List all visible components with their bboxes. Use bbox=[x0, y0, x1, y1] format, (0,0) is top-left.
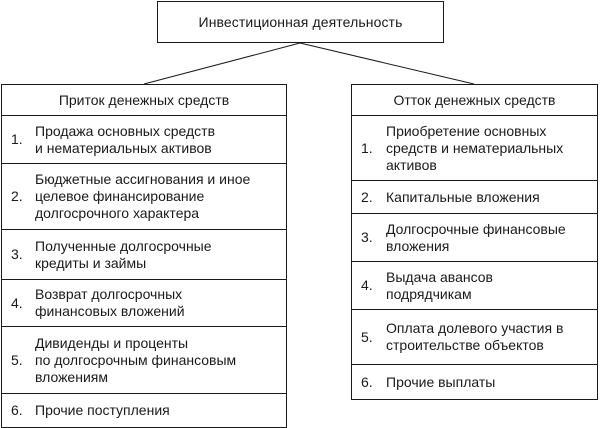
item-text: Прочие поступления bbox=[35, 402, 170, 418]
item-number: 5. bbox=[11, 351, 23, 368]
outflow-title: Отток денежных средств bbox=[393, 92, 556, 108]
item-text: Дивиденды и проценты по долгосрочным финансовым вложениям bbox=[35, 334, 237, 385]
inflow-item bbox=[2, 163, 286, 229]
item-text: Возврат долгосрочных финансовых вложений bbox=[35, 286, 185, 319]
connector-right bbox=[300, 43, 474, 84]
outflow-header bbox=[352, 85, 597, 115]
outflow-item bbox=[352, 180, 597, 213]
item-number: 4. bbox=[361, 277, 373, 293]
item-text: Капитальные вложения bbox=[386, 188, 540, 205]
item-text: Долгосрочные финансовые вложения bbox=[386, 220, 566, 254]
investment-activity-box bbox=[157, 1, 444, 43]
connector-left bbox=[144, 43, 300, 84]
investment-activity-title: Инвестиционная деятельность bbox=[198, 14, 403, 30]
outflow-item bbox=[352, 213, 597, 261]
item-number: 6. bbox=[11, 402, 23, 418]
item-text: Оплата долевого участия в строительстве объектов bbox=[386, 320, 564, 353]
item-number: 2. bbox=[361, 188, 373, 205]
outflow-item bbox=[352, 115, 597, 180]
inflow-header bbox=[2, 85, 286, 115]
item-number: 1. bbox=[361, 139, 373, 156]
item-number: 2. bbox=[11, 188, 23, 204]
inflow-title: Приток денежных средств bbox=[58, 92, 230, 108]
outflow-item bbox=[352, 261, 597, 309]
item-number: 5. bbox=[361, 328, 373, 345]
item-number: 4. bbox=[11, 294, 23, 311]
outflow-column bbox=[351, 84, 598, 400]
inflow-item bbox=[2, 229, 286, 279]
item-number: 3. bbox=[11, 246, 23, 262]
item-text: Приобретение основных средств и нематериальных активов bbox=[386, 122, 564, 173]
outflow-item bbox=[352, 364, 597, 399]
item-text: Выдача авансов подрядчикам bbox=[386, 268, 493, 302]
inflow-item bbox=[2, 393, 286, 427]
item-text: Продажа основных средств и нематериальных активов bbox=[35, 122, 216, 156]
item-text: Прочие выплаты bbox=[386, 373, 496, 390]
outflow-item bbox=[352, 309, 597, 364]
inflow-item bbox=[2, 115, 286, 163]
item-number: 6. bbox=[361, 373, 373, 390]
inflow-item bbox=[2, 279, 286, 326]
item-text: Полученные долгосрочные кредиты и займы bbox=[35, 237, 212, 271]
item-text: Бюджетные ассигнования и иное целевое финансирование долгосрочного характера bbox=[35, 171, 251, 221]
item-number: 1. bbox=[11, 131, 23, 147]
inflow-item bbox=[2, 326, 286, 393]
item-number: 3. bbox=[361, 229, 373, 245]
inflow-column bbox=[1, 84, 287, 428]
